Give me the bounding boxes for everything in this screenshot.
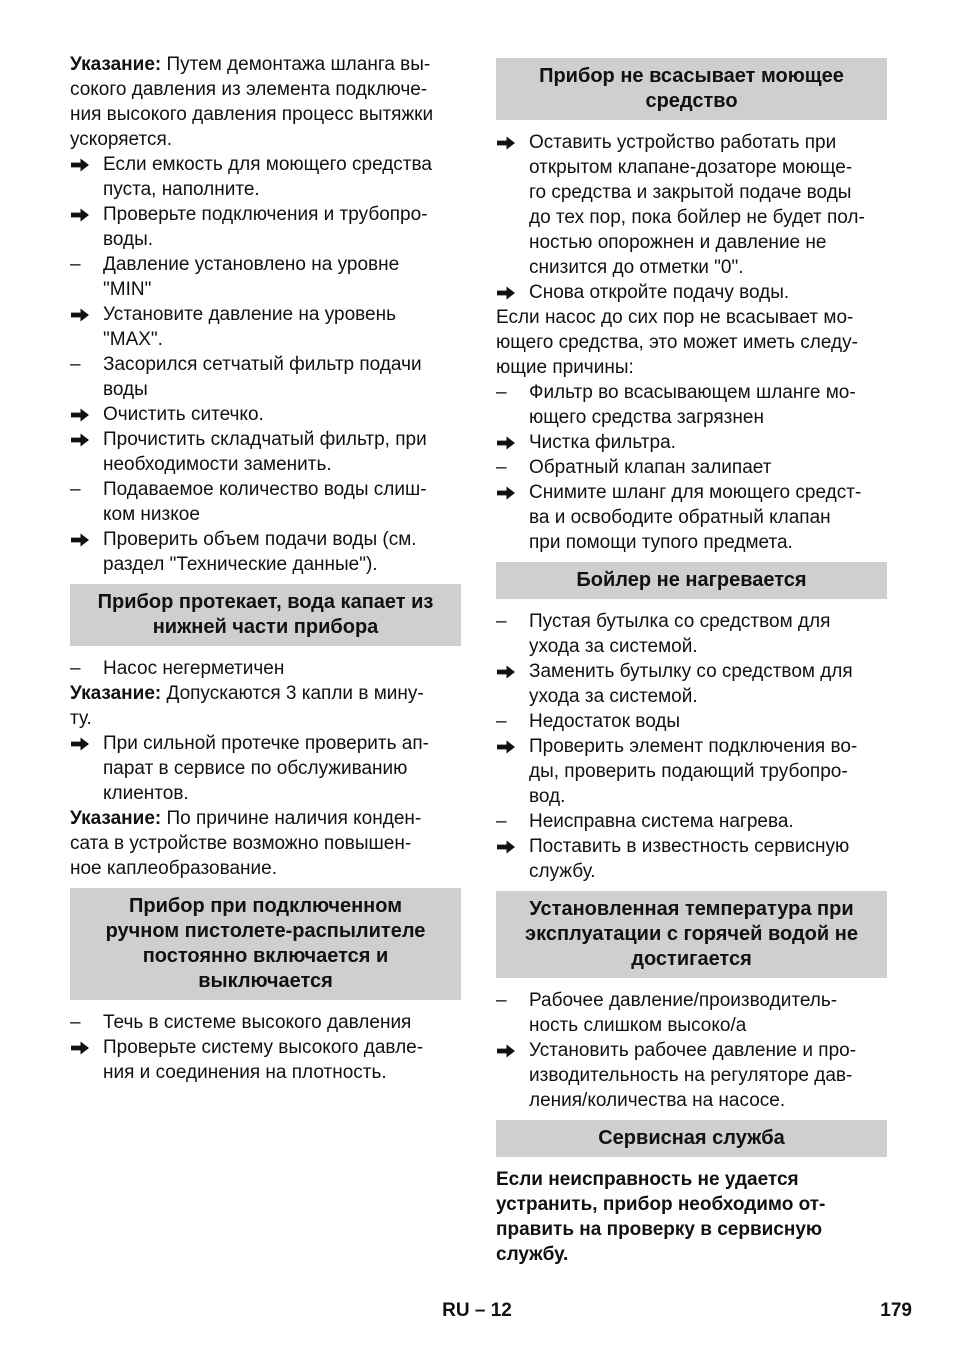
item-text-line: парат в сервисе по обслуживанию bbox=[103, 758, 408, 779]
item-text-line: ющего средства загрязнен bbox=[529, 407, 764, 428]
action-step bbox=[496, 734, 887, 809]
paragraph-line: ту. bbox=[70, 708, 92, 729]
dash-marker: – bbox=[70, 658, 81, 679]
heading-line: Прибор протекает, вода капает из bbox=[97, 591, 434, 613]
dash-list-item bbox=[70, 1010, 461, 1035]
item-text-line: открытом клапане-дозаторе моюще- bbox=[529, 157, 853, 178]
note-paragraph bbox=[70, 681, 461, 731]
item-text-line: ухода за системой. bbox=[529, 636, 698, 657]
action-step bbox=[496, 1038, 887, 1113]
section-heading bbox=[70, 888, 461, 1000]
dash-list-item bbox=[70, 656, 461, 681]
item-text-line: "MAX". bbox=[103, 329, 163, 350]
right-column bbox=[496, 52, 887, 1267]
action-step bbox=[70, 527, 461, 577]
dash-list-item bbox=[496, 455, 887, 480]
service-notice bbox=[496, 1167, 887, 1267]
action-step bbox=[496, 280, 887, 305]
item-text-line: Установите давление на уровень bbox=[103, 304, 396, 325]
dash-marker: – bbox=[70, 1012, 81, 1033]
heading-line: постоянно включается и bbox=[142, 945, 389, 967]
section-heading bbox=[496, 1120, 887, 1157]
arrow-right-icon bbox=[496, 130, 520, 155]
notice-line: устранить, прибор необходимо от- bbox=[496, 1194, 826, 1215]
heading-line: Сервисная служба bbox=[598, 1127, 785, 1149]
item-text-line: воды. bbox=[103, 229, 154, 250]
action-step bbox=[70, 152, 461, 202]
dash-list-item bbox=[70, 477, 461, 527]
item-text-line: Проверить элемент подключения во- bbox=[529, 736, 858, 757]
section-heading bbox=[70, 584, 461, 646]
dash-list-item bbox=[496, 709, 887, 734]
item-text-line: Очистить ситечко. bbox=[103, 404, 264, 425]
paragraph-line: ное каплеобразование. bbox=[70, 858, 277, 879]
note-text: По причине наличия конден- bbox=[161, 808, 422, 829]
heading-line: выключается bbox=[198, 970, 333, 992]
item-text-line: Проверьте систему высокого давле- bbox=[103, 1037, 424, 1058]
heading-line: нижней части прибора bbox=[152, 616, 379, 638]
item-text-line: службу. bbox=[529, 861, 596, 882]
note-text: Допускаются 3 капли в мину- bbox=[161, 683, 424, 704]
arrow-right-icon bbox=[496, 480, 520, 505]
arrow-right-icon bbox=[70, 402, 94, 427]
paragraph bbox=[496, 305, 887, 380]
note-paragraph bbox=[70, 806, 461, 881]
arrow-right-icon bbox=[70, 152, 94, 177]
dash-marker: – bbox=[70, 254, 81, 275]
arrow-right-icon bbox=[70, 1035, 94, 1060]
heading-line: средство bbox=[645, 90, 738, 112]
paragraph-line: сата в устройстве возможно повышен- bbox=[70, 833, 412, 854]
item-text-line: при помощи тупого предмета. bbox=[529, 532, 793, 553]
dash-marker: – bbox=[496, 811, 507, 832]
dash-list-item bbox=[496, 380, 887, 430]
item-text-line: "MIN" bbox=[103, 279, 152, 300]
item-text-line: клиентов. bbox=[103, 783, 189, 804]
section-heading bbox=[496, 58, 887, 120]
item-text-line: го средства и закрытой подаче воды bbox=[529, 182, 852, 203]
item-text-line: ностью опорожнен и давление не bbox=[529, 232, 827, 253]
arrow-right-icon bbox=[496, 280, 520, 305]
item-text-line: изводительность на регуляторе дав- bbox=[529, 1065, 853, 1086]
item-text-line: Насос негерметичен bbox=[103, 658, 285, 679]
dash-marker: – bbox=[496, 711, 507, 732]
item-text-line: При сильной протечке проверить ап- bbox=[103, 733, 429, 754]
dash-marker: – bbox=[496, 382, 507, 403]
item-text-line: Фильтр во всасывающем шланге мо- bbox=[529, 382, 856, 403]
dash-list-item bbox=[496, 988, 887, 1038]
item-text-line: Снова откройте подачу воды. bbox=[529, 282, 790, 303]
note-text: Путем демонтажа шланга вы- bbox=[161, 54, 431, 75]
action-step bbox=[70, 731, 461, 806]
item-text-line: Рабочее давление/производитель- bbox=[529, 990, 838, 1011]
dash-marker: – bbox=[70, 479, 81, 500]
item-text-line: Обратный клапан залипает bbox=[529, 457, 772, 478]
paragraph-line: ющего средства, это может иметь следу- bbox=[496, 332, 858, 353]
item-text-line: ва и освободите обратный клапан bbox=[529, 507, 831, 528]
action-step bbox=[496, 130, 887, 280]
notice-line: править на проверку в сервисную bbox=[496, 1219, 823, 1240]
item-text-line: Пустая бутылка со средством для bbox=[529, 611, 831, 632]
paragraph-line: ющие причины: bbox=[496, 357, 634, 378]
note-paragraph bbox=[70, 52, 461, 152]
action-step bbox=[496, 480, 887, 555]
arrow-right-icon bbox=[70, 731, 94, 756]
dash-marker: – bbox=[70, 354, 81, 375]
paragraph-line: сокого давления из элемента подключе- bbox=[70, 79, 428, 100]
arrow-right-icon bbox=[496, 834, 520, 859]
arrow-right-icon bbox=[496, 734, 520, 759]
item-text-line: необходимости заменить. bbox=[103, 454, 332, 475]
dash-marker: – bbox=[496, 457, 507, 478]
item-text-line: Установить рабочее давление и про- bbox=[529, 1040, 857, 1061]
note-first-line bbox=[70, 681, 461, 706]
item-text-line: ком низкое bbox=[103, 504, 200, 525]
action-step bbox=[70, 1035, 461, 1085]
heading-line: Установленная температура при bbox=[529, 898, 854, 920]
item-text-line: Проверьте подключения и трубопро- bbox=[103, 204, 428, 225]
dash-list-item bbox=[496, 809, 887, 834]
arrow-right-icon bbox=[70, 427, 94, 452]
heading-line: эксплуатации с горячей водой не bbox=[525, 923, 858, 945]
action-step bbox=[70, 402, 461, 427]
paragraph-line: ускоряется. bbox=[70, 129, 173, 150]
item-text-line: Подаваемое количество воды слиш- bbox=[103, 479, 427, 500]
item-text-line: воды bbox=[103, 379, 148, 400]
item-text-line: до тех пор, пока бойлер не будет пол- bbox=[529, 207, 865, 228]
item-text-line: Неисправна система нагрева. bbox=[529, 811, 794, 832]
item-text-line: Если емкость для моющего средства bbox=[103, 154, 432, 175]
item-text-line: Оставить устройство работать при bbox=[529, 132, 837, 153]
action-step bbox=[70, 427, 461, 477]
note-first-line bbox=[70, 52, 461, 77]
heading-line: достигается bbox=[631, 948, 752, 970]
item-text-line: Засорился сетчатый фильтр подачи bbox=[103, 354, 422, 375]
action-step bbox=[496, 834, 887, 884]
arrow-right-icon bbox=[496, 659, 520, 684]
item-text-line: Давление установлено на уровне bbox=[103, 254, 400, 275]
item-text-line: ды, проверить подающий трубопро- bbox=[529, 761, 848, 782]
footer-section-label: RU – 12 bbox=[442, 1300, 512, 1321]
arrow-right-icon bbox=[496, 1038, 520, 1063]
note-label: Указание: bbox=[70, 54, 162, 75]
section-heading bbox=[496, 891, 887, 978]
left-column bbox=[70, 52, 461, 1085]
item-text-line: раздел "Технические данные"). bbox=[103, 554, 378, 575]
item-text-line: Течь в системе высокого давления bbox=[103, 1012, 412, 1033]
item-text-line: пуста, наполните. bbox=[103, 179, 260, 200]
paragraph-line: ния высокого давления процесс вытяжки bbox=[70, 104, 434, 125]
section-heading bbox=[496, 562, 887, 599]
dash-marker: – bbox=[496, 611, 507, 632]
notice-line: службу. bbox=[496, 1244, 569, 1265]
arrow-right-icon bbox=[70, 202, 94, 227]
heading-line: Бойлер не нагревается bbox=[576, 569, 807, 591]
note-label: Указание: bbox=[70, 683, 162, 704]
dash-marker: – bbox=[496, 990, 507, 1011]
arrow-right-icon bbox=[496, 430, 520, 455]
item-text-line: Проверить объем подачи воды (см. bbox=[103, 529, 417, 550]
item-text-line: Снимите шланг для моющего средст- bbox=[529, 482, 862, 503]
heading-line: Прибор при подключенном bbox=[128, 895, 403, 917]
dash-list-item bbox=[496, 609, 887, 659]
item-text-line: Поставить в известность сервисную bbox=[529, 836, 850, 857]
page-number: 179 bbox=[880, 1300, 912, 1321]
arrow-right-icon bbox=[70, 527, 94, 552]
item-text-line: снизится до отметки "0". bbox=[529, 257, 744, 278]
item-text-line: вод. bbox=[529, 786, 566, 807]
dash-list-item bbox=[70, 352, 461, 402]
item-text-line: Недостаток воды bbox=[529, 711, 681, 732]
item-text-line: ления/количества на насосе. bbox=[529, 1090, 786, 1111]
dash-list-item bbox=[70, 252, 461, 302]
heading-line: ручном пистолете-распылителе bbox=[105, 920, 426, 942]
action-step bbox=[70, 302, 461, 352]
paragraph-line: Если насос до сих пор не всасывает мо- bbox=[496, 307, 854, 328]
item-text-line: Чистка фильтра. bbox=[529, 432, 676, 453]
item-text-line: ность слишком высоко/а bbox=[529, 1015, 747, 1036]
action-step bbox=[496, 430, 887, 455]
arrow-right-icon bbox=[70, 302, 94, 327]
item-text-line: ухода за системой. bbox=[529, 686, 698, 707]
note-label: Указание: bbox=[70, 808, 162, 829]
notice-line: Если неисправность не удается bbox=[496, 1169, 799, 1190]
action-step bbox=[496, 659, 887, 709]
heading-line: Прибор не всасывает моющее bbox=[539, 65, 844, 87]
item-text-line: Заменить бутылку со средством для bbox=[529, 661, 853, 682]
item-text-line: ния и соединения на плотность. bbox=[103, 1062, 387, 1083]
item-text-line: Прочистить складчатый фильтр, при bbox=[103, 429, 427, 450]
action-step bbox=[70, 202, 461, 252]
note-first-line bbox=[70, 806, 461, 831]
